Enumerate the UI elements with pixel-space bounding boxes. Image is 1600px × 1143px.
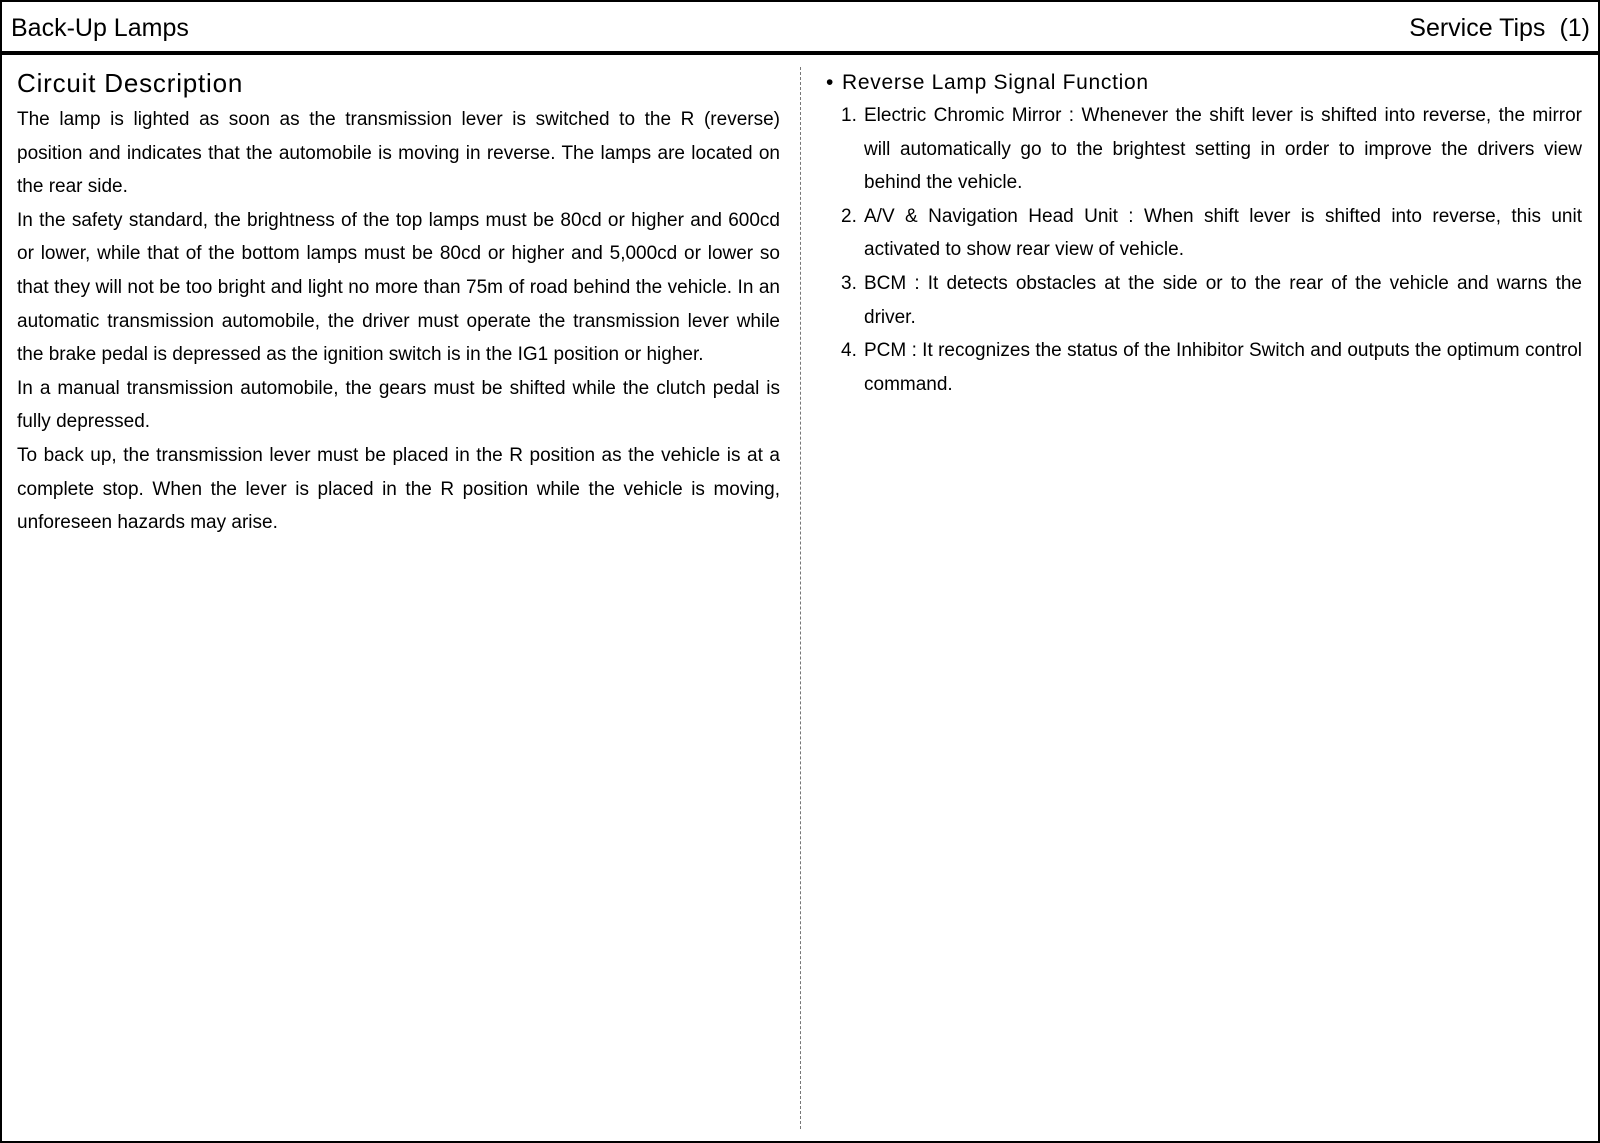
section-label [1409, 13, 1590, 43]
list-item [826, 99, 1582, 200]
section-label-text: Service Tips [1409, 14, 1546, 42]
right-column [826, 66, 1582, 401]
left-column [17, 66, 780, 540]
function-list [826, 99, 1582, 401]
page-header [2, 2, 1598, 55]
description-paragraph: To back up, the transmission lever must be placed in the R position as the vehicle is at a complete stop. When the lever is placed in the R position while the vehicle is moving, unforeseen hazards may arise. [17, 444, 780, 534]
list-item-number: 2. [841, 205, 857, 227]
column-divider [800, 67, 801, 1129]
list-item-text: BCM : It detects obstacles at the side or to the rear of the vehicle and warns the driver. [864, 272, 1582, 328]
list-item [826, 267, 1582, 334]
list-item-number: 3. [841, 272, 857, 294]
description-paragraph: The lamp is lighted as soon as the transmission lever is switched to the R (reverse) position and indicates that the automobile is moving in reverse. The lamps are located on the rear side. [17, 109, 780, 198]
reverse-lamp-signal-heading-text: Reverse Lamp Signal Function [842, 71, 1149, 94]
list-item [826, 200, 1582, 267]
circuit-description-heading: Circuit Description [17, 68, 244, 98]
list-item-text: Electric Chromic Mirror : Whenever the shift lever is shifted into reverse, the mirror will automatically go to the brightest setting in order to improve the drivers view behind the vehicle. [864, 105, 1582, 194]
list-item-number: 1. [841, 105, 857, 126]
list-item-text: A/V & Navigation Head Unit : When shift lever is shifted into reverse, this unit activated to show rear view of vehicle. [864, 205, 1582, 261]
page-number: (1) [1559, 14, 1590, 42]
document-title: Back-Up Lamps [11, 14, 189, 42]
list-item-number: 4. [841, 340, 857, 362]
bullet-icon: • [826, 71, 835, 94]
reverse-lamp-signal-heading [826, 66, 1582, 99]
description-paragraph: In the safety standard, the brightness of the top lamps must be 80cd or higher and 600cd or lower, while that of the bottom lamps must be 80cd or higher and 5,000cd or lower so that they will not be too bright and light no more than 75m of road behind the vehicle. In an automatic transmission automobile, the driver must operate the transmission lever while the brake pedal is depressed as the ignition switch is in the IG1 position or higher. [17, 209, 780, 366]
description-paragraph: In a manual transmission automobile, the gears must be shifted while the clutch pedal is fully depressed. [17, 377, 780, 433]
list-item-text: PCM : It recognizes the status of the Inhibitor Switch and outputs the optimum control command. [864, 340, 1582, 395]
list-item [826, 334, 1582, 401]
